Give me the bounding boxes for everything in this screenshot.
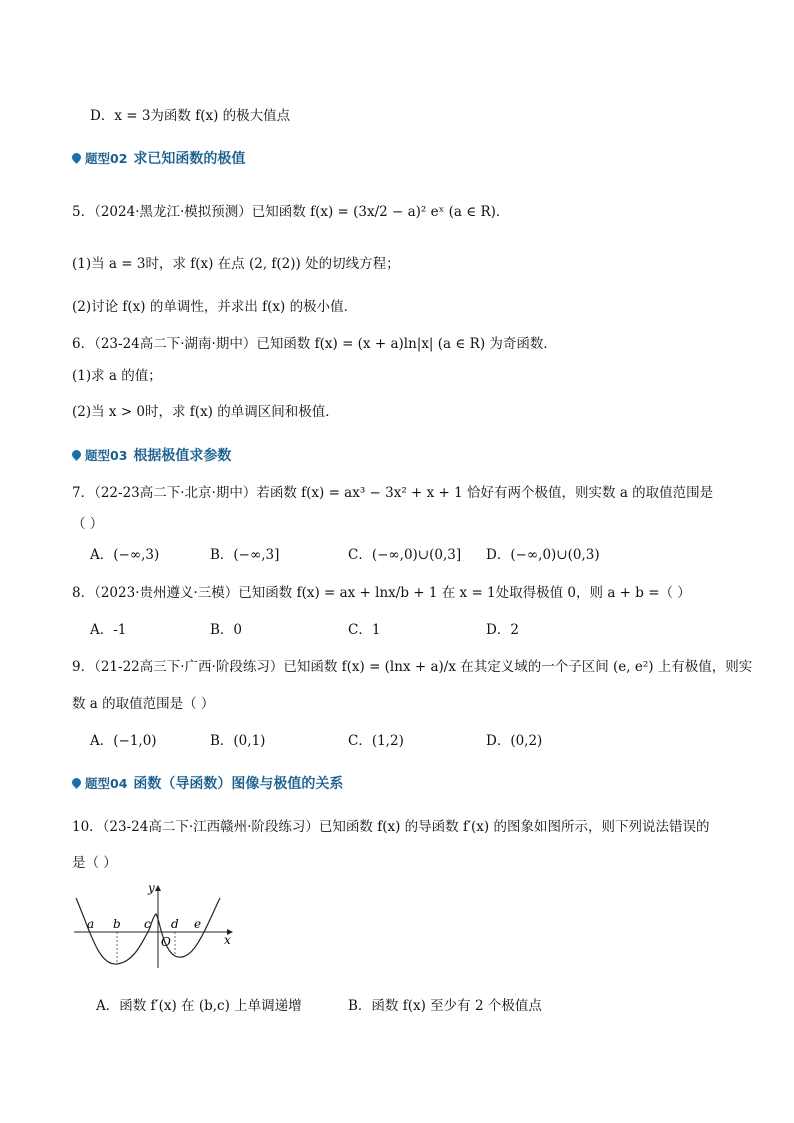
- q8-option-d: D．2: [486, 622, 519, 638]
- q7-option-d: D．(−∞,0)∪(0,3): [486, 547, 600, 563]
- q8-stem: 8．（2023·贵州遵义·三模）已知函数 f(x) = ax + lnx/b + 1 在 x = 1处取得极值 0，则 a + b =（ ）: [72, 585, 691, 601]
- q8-option-a: A．-1: [90, 622, 127, 638]
- q9-option-a: A．(−1,0): [90, 733, 157, 749]
- q8-option-b: B．0: [210, 622, 243, 638]
- label-origin: O: [161, 935, 171, 949]
- label-b: b: [113, 917, 121, 931]
- q4-option-d: D．x = 3为函数 f(x) 的极大值点: [90, 108, 291, 124]
- q10-option-b: B．函数 f(x) 至少有 2 个极值点: [348, 998, 542, 1014]
- q7-stem: 7．（22-23高二下·北京·期中）若函数 f(x) = ax³ − 3x² + x + 1 恰好有两个极值，则实数 a 的取值范围是: [72, 485, 714, 501]
- section-tag: 题型03: [85, 448, 128, 463]
- section-title: 根据极值求参数: [133, 448, 232, 464]
- q8-option-c: C．1: [348, 622, 381, 638]
- q6-part2: (2)当 x > 0时，求 f(x) 的单调区间和极值．: [72, 404, 339, 420]
- label-y: y: [148, 881, 155, 895]
- derivative-curve: [76, 898, 220, 964]
- section-heading-03: [72, 446, 231, 466]
- q10-stem: 10．（23-24高二下·江西赣州·阶段练习）已知函数 f(x) 的导函数 f′(x) 的图象如图所示，则下列说法错误的: [72, 819, 710, 835]
- q10-stem-cont: 是（ ）: [72, 855, 117, 871]
- label-e: e: [194, 917, 202, 931]
- q7-option-a: A．(−∞,3): [90, 547, 160, 563]
- q9-stem-cont: 数 a 的取值范围是（ ）: [72, 696, 215, 712]
- q7-option-b: B．(−∞,3]: [210, 547, 280, 563]
- label-x: x: [224, 933, 231, 947]
- section-title: 函数（导函数）图像与极值的关系: [133, 776, 344, 792]
- q9-option-b: B．(0,1): [210, 733, 266, 749]
- section-tag: 题型02: [85, 151, 128, 166]
- q5-part1: (1)当 a = 3时，求 f(x) 在点 (2, f(2)) 处的切线方程；: [72, 256, 400, 272]
- q6-stem: 6．（23-24高二下·湖南·期中）已知函数 f(x) = (x + a)ln|x| (a ∈ R) 为奇函数．: [72, 336, 557, 352]
- section-title: 求已知函数的极值: [133, 151, 246, 167]
- location-pin-icon: [70, 776, 83, 789]
- q7-blank: （ ）: [72, 516, 104, 532]
- q5-part2: (2)讨论 f(x) 的单调性，并求出 f(x) 的极小值．: [72, 299, 358, 315]
- q9-option-d: D．(0,2): [486, 733, 543, 749]
- q9-option-c: C．(1,2): [348, 733, 404, 749]
- label-d: d: [171, 917, 179, 931]
- q6-part1: (1)求 a 的值；: [72, 368, 162, 384]
- q9-stem: 9．（21-22高三下·广西·阶段练习）已知函数 f(x) = (lnx + a)/x 在其定义域的一个子区间 (e, e²) 上有极值，则实: [72, 659, 753, 675]
- section-heading-02: [72, 149, 245, 169]
- label-a: a: [87, 917, 95, 931]
- q7-option-c: C．(−∞,0)∪(0,3]: [348, 547, 462, 563]
- location-pin-icon: [70, 151, 83, 164]
- section-heading-04: [72, 774, 343, 794]
- section-tag: 题型04: [85, 776, 128, 791]
- q10-option-a: A．函数 f′(x) 在 (b,c) 上单调递增: [96, 998, 302, 1014]
- label-c: c: [144, 917, 151, 931]
- location-pin-icon: [70, 448, 83, 461]
- q5-stem: 5．（2024·黑龙江·模拟预测）已知函数 f(x) = (3x/2 − a)² eˣ (a ∈ R)．: [72, 204, 510, 220]
- derivative-graph: [70, 880, 240, 970]
